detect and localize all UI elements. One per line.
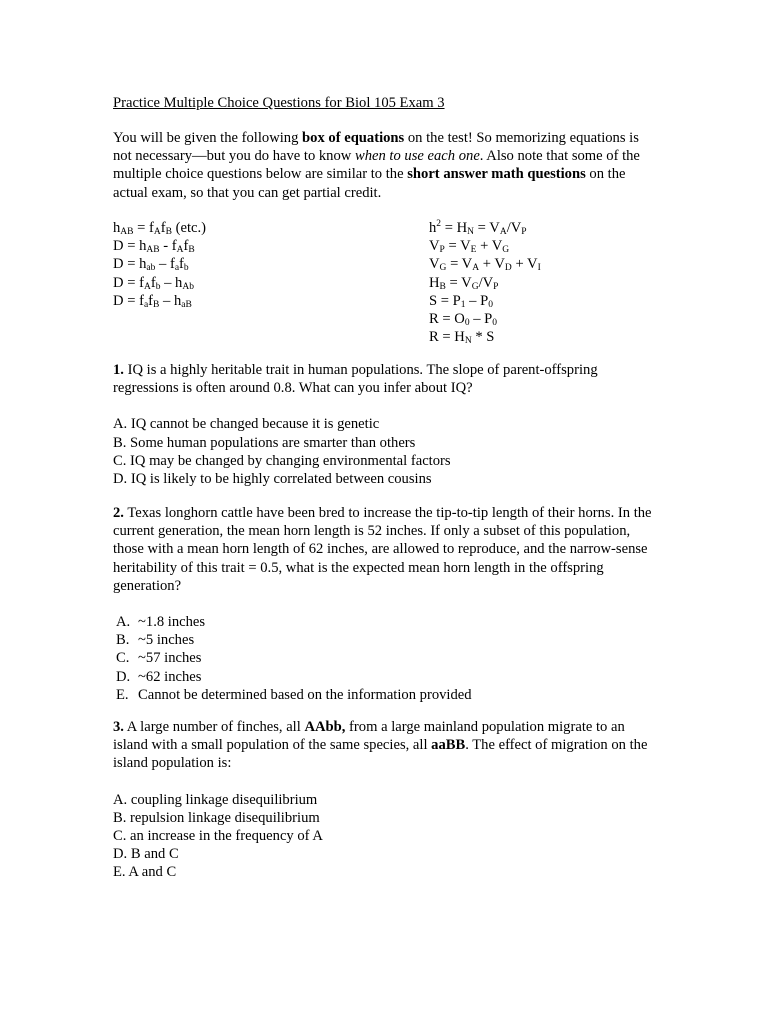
question-text: Texas longhorn cattle have been bred to increase the tip-to-tip length of their horns. In the current generation, the mean horn length is 52 inches. If only a subset of this population, those with a mean horn length of 62 inches, are allowed to reproduce, and the narrow-sense heritability of this trait = 0.5, what is the expected mean horn length in the offspring generation? (113, 505, 652, 594)
intro-italic-when-to-use: when to use each one (354, 148, 480, 165)
intro-text-2: on the test! So memorizing equations is not necessary—but you do have to know (113, 130, 639, 165)
answer-option: E. A and C (113, 864, 177, 881)
answer-option: B. Some human populations are smarter than others (113, 434, 416, 451)
equation: $H_B = V_G/V_P$ (429, 274, 499, 292)
intro-text-4: on the actual exam, so that you can get partial credit. (113, 166, 626, 201)
question-1-stem (113, 361, 658, 397)
question-text-3: . The effect of migration on the island population is: (113, 737, 648, 772)
option-letter: D. (116, 668, 131, 685)
equation: $V_P = V_E + V_G$ (429, 238, 510, 256)
genotype-mainland: AAbb, (304, 719, 346, 735)
answer-option: D. B and C (113, 846, 179, 863)
intro-bold-short-answer: short answer math questions (407, 166, 586, 183)
question-1 (113, 361, 658, 488)
equation: $S = P_1 - P_0$ (429, 292, 493, 310)
answer-option: B. repulsion linkage disequilibrium (113, 809, 320, 826)
equation: $R = O_0 - P_0$ (429, 311, 498, 329)
document-title: Practice Multiple Choice Questions for Biol 105 Exam 3 (113, 95, 445, 111)
equation: $h_{AB} = f_Af_B$ (etc.) (113, 220, 207, 237)
answer-option (113, 686, 658, 704)
intro-paragraph (113, 129, 658, 202)
question-text-2: from a large mainland population migrate to an island with a small population of the same species, all (113, 719, 625, 754)
option-letter: E. (116, 686, 129, 703)
question-1-options (113, 415, 658, 488)
option-text: ~57 inches (138, 650, 202, 667)
equation: $D = h_{ab} - f_af_b$ (113, 256, 189, 274)
option-letter: A. (116, 614, 131, 631)
equation: $D = f_Af_b - h_{Ab}$ (113, 274, 194, 292)
question-2-stem (113, 504, 658, 595)
option-letter: B. (116, 632, 130, 649)
question-3-options (113, 791, 658, 882)
intro-bold-box-of-equations: box of equations (302, 130, 405, 146)
equation: $h^2 = H_N = V_A/V_P$ (429, 219, 527, 237)
question-3-stem (113, 718, 658, 773)
answer-option: C. IQ may be changed by changing environmental factors (113, 452, 451, 469)
option-text: ~1.8 inches (138, 614, 206, 631)
equations-left-column (113, 219, 206, 310)
answer-option (113, 649, 658, 667)
equation: $V_G = V_A + V_D + V_I$ (429, 256, 541, 274)
answer-option: D. IQ is likely to be highly correlated between cousins (113, 471, 432, 488)
question-number: 3. (113, 719, 124, 735)
answer-option: A. coupling linkage disequilibrium (113, 791, 318, 808)
question-text-1: A large number of finches, all (126, 719, 305, 735)
option-text: ~5 inches (138, 632, 195, 649)
option-text: ~62 inches (138, 668, 202, 685)
question-3 (113, 718, 658, 882)
equation: $D = f_af_B - h_{aB}$ (113, 292, 192, 310)
answer-option (113, 668, 658, 686)
option-text: Cannot be determined based on the information provided (138, 686, 472, 703)
equations-right-column (429, 219, 541, 346)
answer-option: A. IQ cannot be changed because it is genetic (113, 416, 380, 433)
question-text: IQ is a highly heritable trait in human populations. The slope of parent-offspring regressions is often around 0.8. What can you infer about IQ? (113, 362, 598, 397)
question-2-options (113, 613, 658, 704)
option-letter: C. (116, 650, 130, 667)
question-number: 1. (113, 362, 124, 378)
genotype-island: aaBB (431, 737, 466, 754)
equation: $R = H_N * S$ (429, 329, 495, 347)
intro-text-3: . Also note that some of the multiple choice questions below are similar to the (113, 148, 640, 183)
equation: $D = h_{AB} - f_Af_B$ (113, 238, 195, 256)
question-number: 2. (113, 505, 124, 521)
answer-option (113, 613, 658, 631)
answer-option (113, 631, 658, 649)
question-2 (113, 504, 658, 704)
answer-option: C. an increase in the frequency of A (113, 828, 323, 845)
intro-text-1: You will be given the following (113, 130, 303, 146)
